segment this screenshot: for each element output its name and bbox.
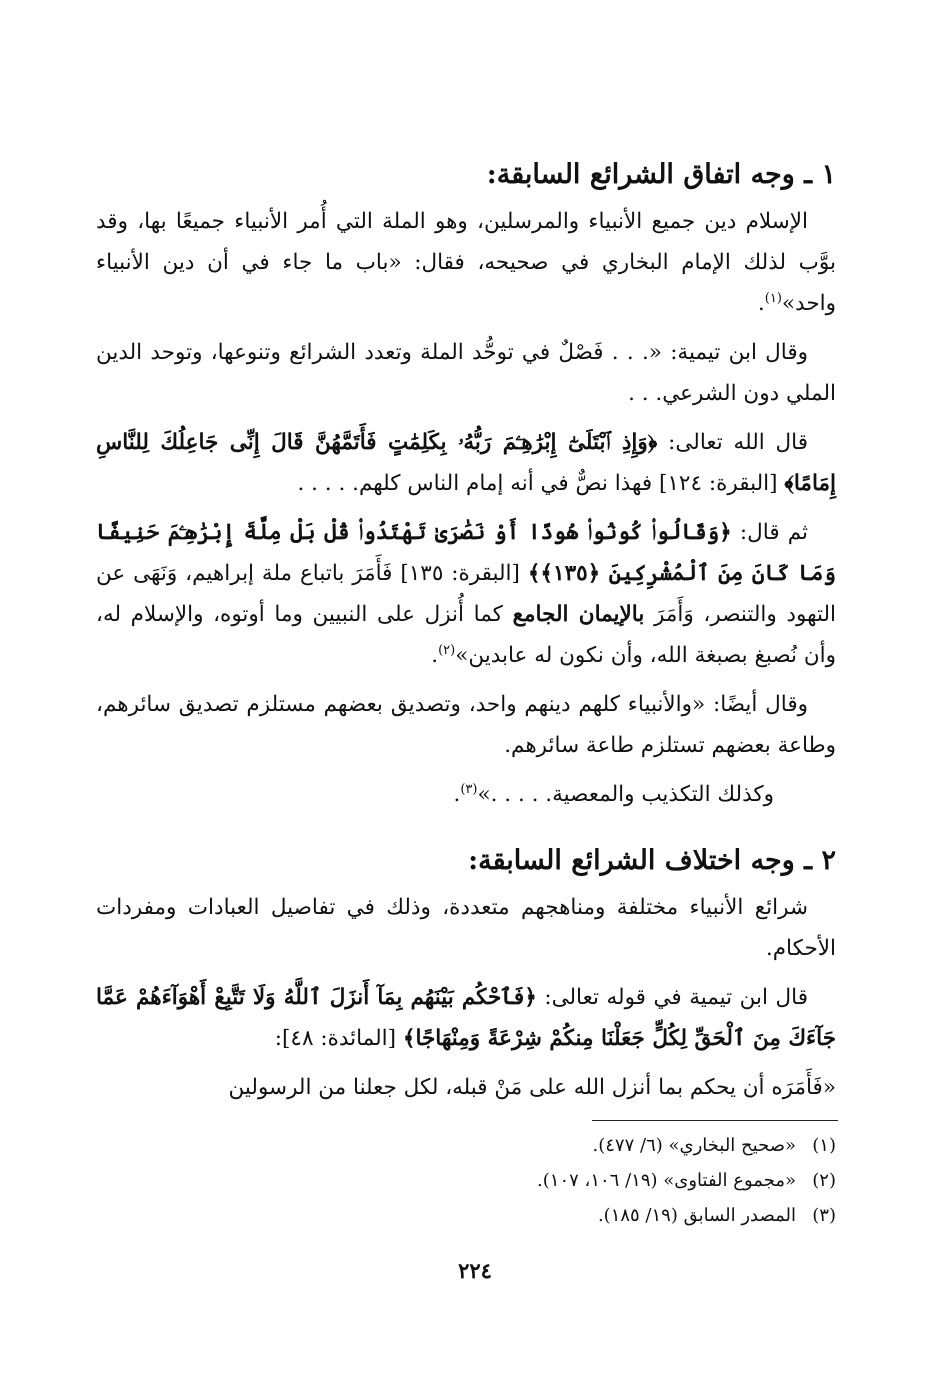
footnote-2	[96, 1163, 836, 1198]
footnote-number: (٢)	[812, 1170, 836, 1191]
footnote-ref-3: (٣)	[460, 781, 478, 797]
paragraph-text: [البقرة: ١٣٥] فَأَمَرَ باتباع ملة إبراهيم، وَنَهَى عن التهود والتنصر، وَأَمَرَ	[96, 561, 836, 627]
paragraph-laws-differ: شرائع الأنبياء مختلفة ومناهجهم متعددة، وذلك في تفاصيل العبادات ومفردات الأحكام.	[96, 895, 836, 961]
footnote-number: (١)	[812, 1135, 836, 1156]
paragraph-text: [البقرة: ١٢٤] فهذا نصٌّ في أنه إمام الناس كلهم. . . . .	[297, 471, 785, 496]
footnote-ref-2: (٢)	[438, 642, 456, 658]
page-body	[96, 155, 836, 1116]
quran-verse: ﴿وَقَالُوا۟ كُونُوا۟ هُودًا أَوْ نَصَٰرَىٰ تَهْتَدُوا۟ قُلْ بَلْ مِلَّةَ إِبْرَٰهِـۧمَ حَنِيفًا وَمَا كَانَ مِنَ ٱلْمُشْرِكِينَ ﴿١٣٥﴾﴾	[96, 520, 836, 586]
paragraph-prophets-one-religion: وقال أيضًا: «والأنبياء كلهم دينهم واحد، وتصديق بعضهم مستلزم تصديق سائرهم، وطاعة بعضهم تستلزم طاعة سائرهم.	[96, 692, 836, 758]
footnotes	[96, 1128, 836, 1233]
page-number: ٢٢٤	[458, 1258, 492, 1283]
paragraph-millat-ibrahim: ثم قال: ﴿وَقَالُوا۟ كُونُوا۟ هُودًا أَوْ نَصَٰرَىٰ تَهْتَدُوا۟ قُلْ بَلْ مِلَّةَ إِبْرَٰهِـۧمَ حَنِيفًا وَمَا كَانَ مِنَ ٱلْمُشْرِكِينَ ﴿١٣٥﴾﴾ [البقرة: ١٣٥] فَأَمَرَ باتباع ملة إبراهيم، وَنَهَى عن التهود والتنصر، وَأَمَرَ بالإيمان الجامع كما أُنزل على النبيين وما أوتوه، والإسلام له، وأن نُصبغ بصبغة الله، وأن نكون له عابدين»$^{(٢)}$.	[96, 520, 836, 668]
paragraph-quran-ibrahim	[96, 422, 836, 504]
footnote-text: المصدر السابق (١٩/ ١٨٥).	[597, 1205, 796, 1226]
footnote-text: «صحيح البخاري» (٦/ ٤٧٧).	[592, 1135, 796, 1156]
footnote-number: (٣)	[812, 1205, 836, 1226]
paragraph-text: كما أُنزل على النبيين وما أوتوه، والإسلام له، وأن نُصبغ بصبغة الله، وأن نكون له عابدين»	[96, 602, 836, 668]
section-heading-agreement: ١ ـ وجه اتفاق الشرائع السابقة:	[486, 159, 836, 190]
paragraph-text: وكذلك التكذيب والمعصية. . . . .»	[477, 782, 774, 807]
paragraph-text: ثم قال:	[731, 520, 809, 545]
paragraph-denial: وكذلك التكذيب والمعصية. . . . .»$^{(٣)}$.	[453, 781, 774, 807]
paragraph-quran-maida	[96, 977, 836, 1059]
paragraph-text: قال ابن تيمية في قوله تعالى:	[536, 985, 808, 1010]
paragraph-text: [المائدة: ٤٨]:	[274, 1026, 403, 1051]
paragraph-text: قال الله تعالى:	[657, 430, 808, 455]
emphasis-text: بالإيمان الجامع	[512, 602, 645, 627]
section-heading-difference: ٢ ـ وجه اختلاف الشرائع السابقة:	[468, 845, 836, 876]
footnote-text: «مجموع الفتاوى» (١٩/ ١٠٦، ١٠٧).	[537, 1170, 796, 1191]
paragraph-ibn-taymiyya-quote: وقال ابن تيمية: «. . . فَصْلٌ في توحُّد الملة وتعدد الشرائع وتنوعها، وتوحد الدين الملي دون الشرعي. . .	[96, 340, 836, 406]
footnote-ref-1: (١)	[764, 290, 782, 306]
paragraph-text: الإسلام دين جميع الأنبياء والمرسلين، وهو الملة التي أُمر الأنبياء جميعًا بها، وقد بوَّب لذلك الإمام البخاري في صحيحه، فقال: «باب ما جاء في أن دين الأنبياء واحد»	[96, 209, 836, 316]
paragraph-islam-religion: الإسلام دين جميع الأنبياء والمرسلين، وهو الملة التي أُمر الأنبياء جميعًا بها، وقد بوَّب لذلك الإمام البخاري في صحيحه، فقال: «باب ما جاء في أن دين الأنبياء واحد»$^{(١)}$.	[96, 209, 836, 316]
paragraph-continuation: «فَأَمَرَه أن يحكم بما أنزل الله على مَنْ قبله، لكل جعلنا من الرسولين	[228, 1075, 836, 1100]
footnote-3	[96, 1198, 836, 1233]
quran-verse: ﴿وَإِذِ ٱبْتَلَىٰٓ إِبْرَٰهِـۧمَ رَبُّهُۥ بِكَلِمَٰتٍ فَأَتَمَّهُنَّ قَالَ إِنِّى جَاعِلُكَ لِلنَّاسِ إِمَامًا﴾	[96, 430, 836, 496]
footnote-separator	[592, 1120, 838, 1121]
quran-verse: ﴿فَٱحْكُم بَيْنَهُم بِمَآ أَنزَلَ ٱللَّهُ وَلَا تَتَّبِعْ أَهْوَآءَهُمْ عَمَّا جَآءَكَ مِنَ ٱلْحَقِّ لِكُلٍّ جَعَلْنَا مِنكُمْ شِرْعَةً وَمِنْهَاجًا﴾	[96, 985, 836, 1051]
footnote-1	[96, 1128, 836, 1163]
